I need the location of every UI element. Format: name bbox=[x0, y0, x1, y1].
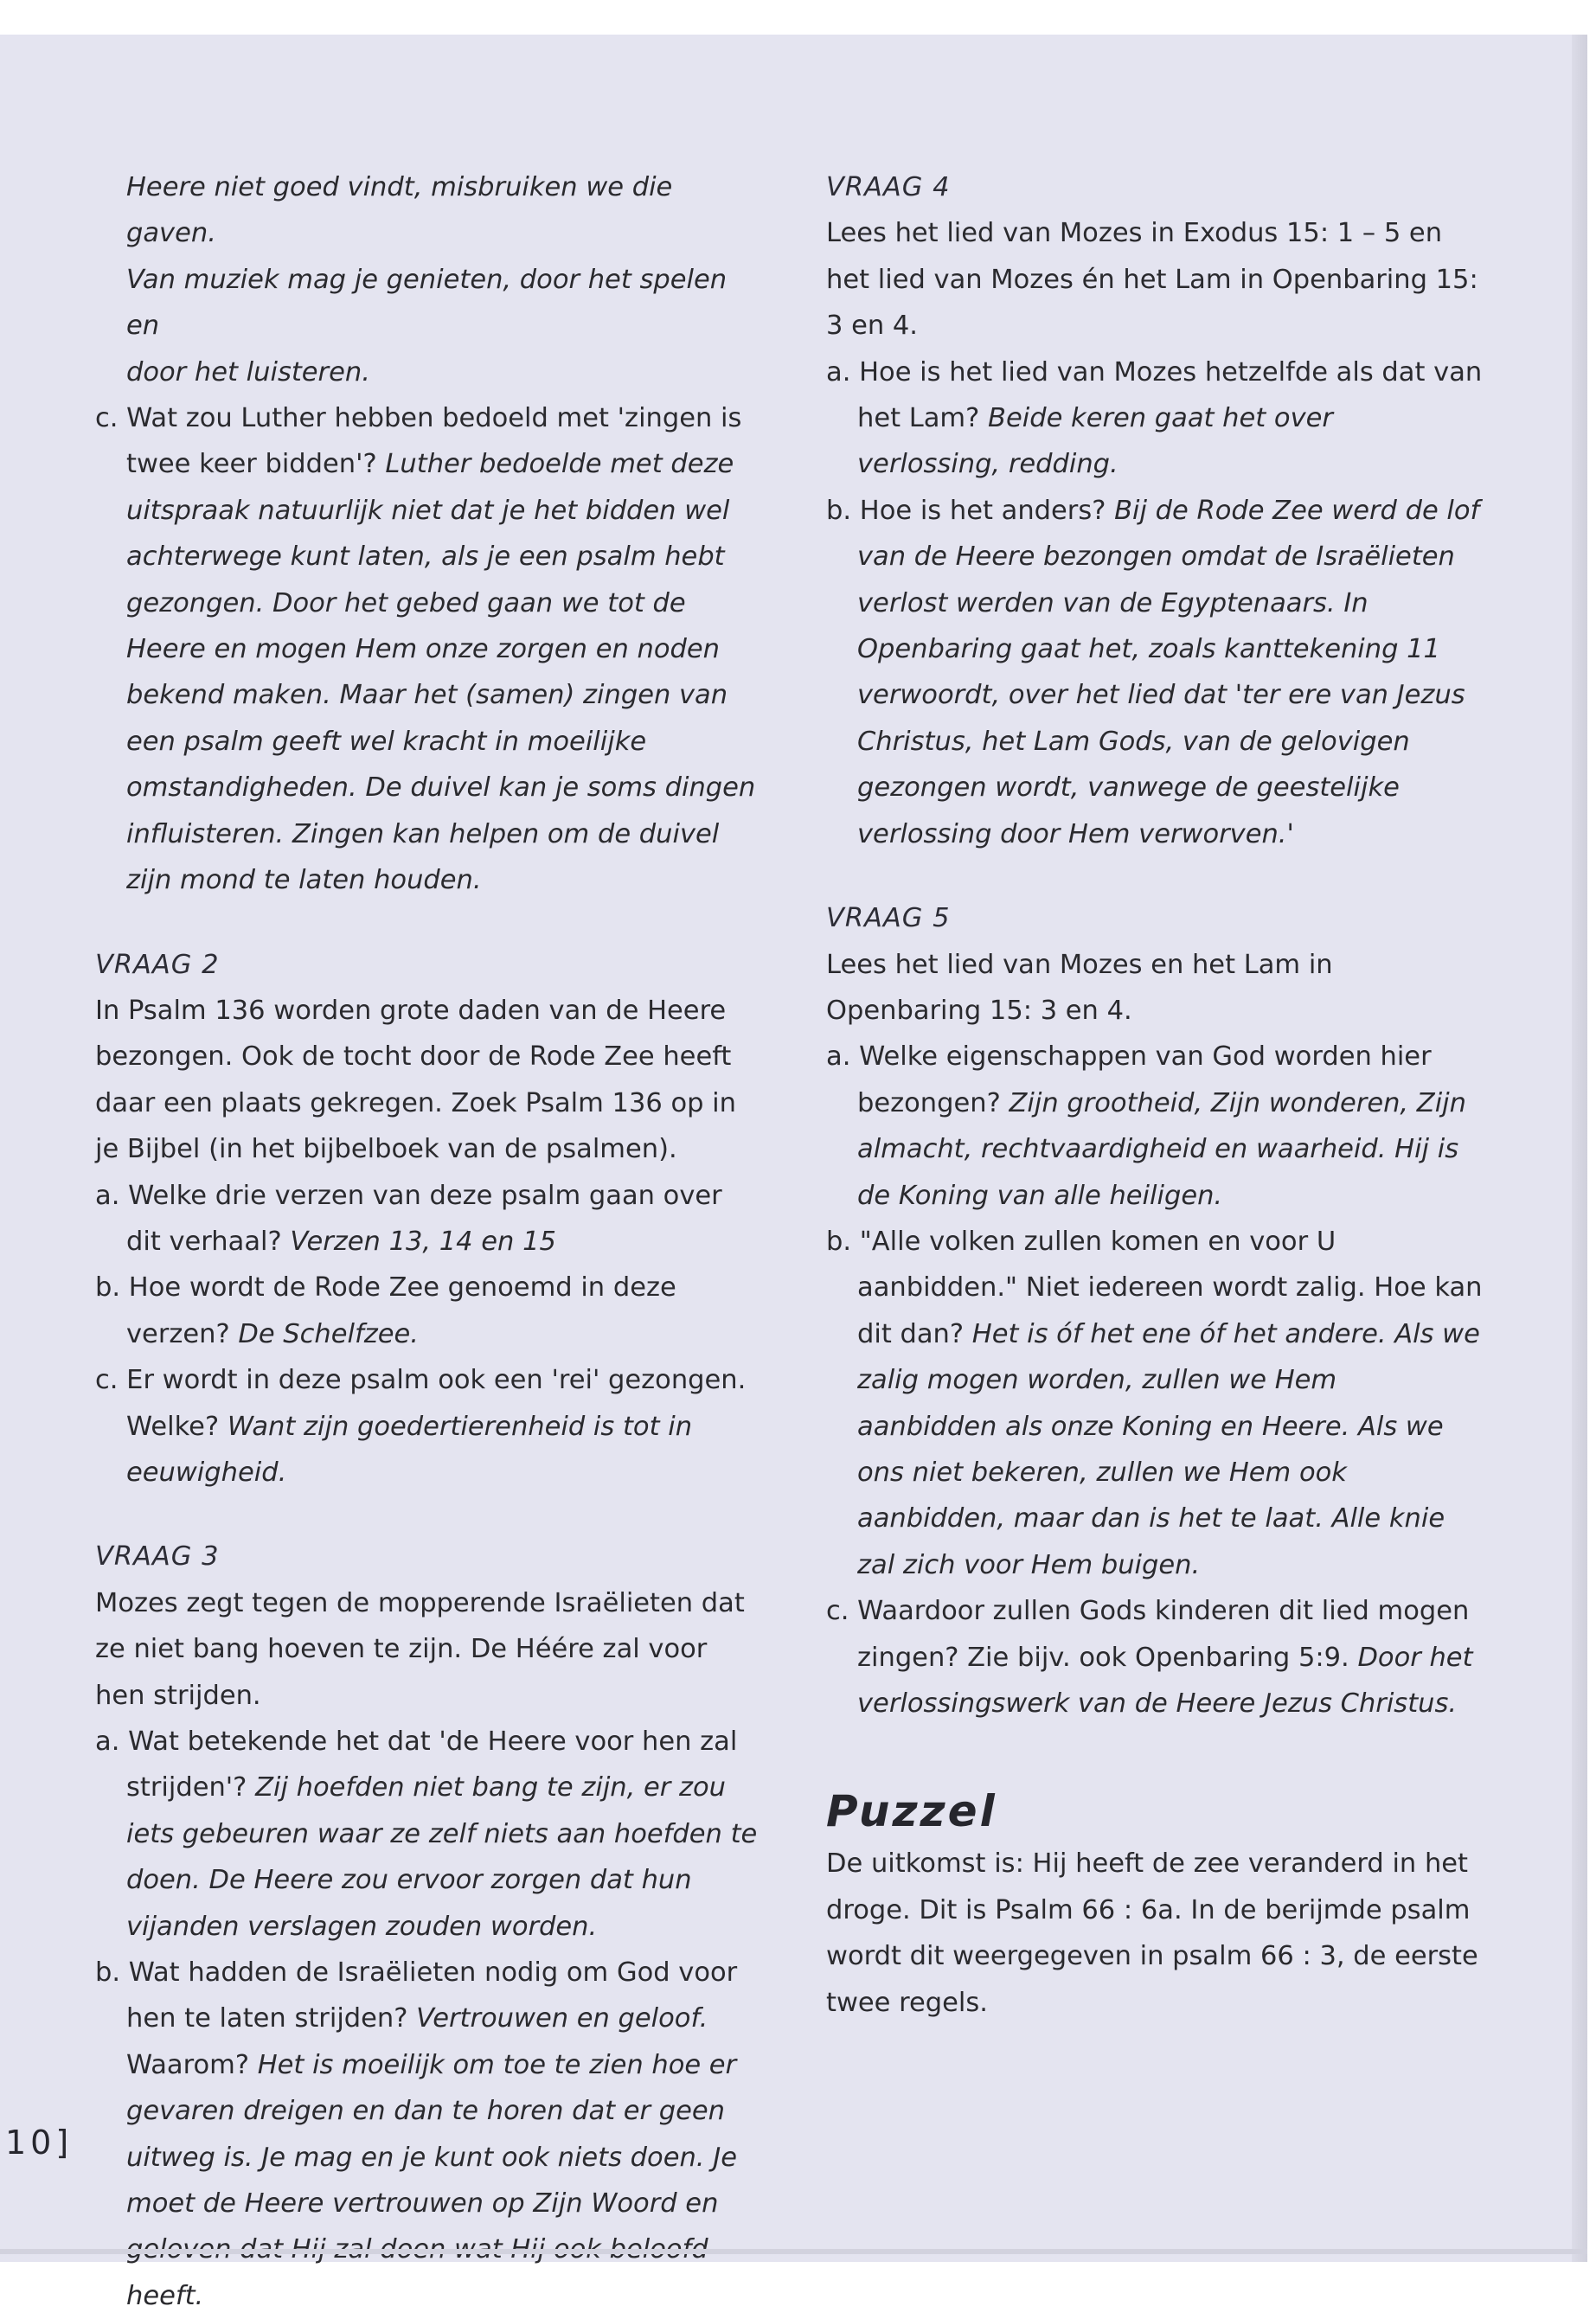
question-text: Wat betekende het dat 'de Heere voor hen zal strijden'? bbox=[126, 1726, 738, 1803]
question-item-a bbox=[95, 1719, 761, 1950]
question-item-c bbox=[95, 395, 761, 903]
question-item-c bbox=[95, 1357, 761, 1496]
vraag-5-heading: VRAAG 5 bbox=[826, 903, 951, 934]
vraag-4-intro: Lees het lied van Mozes in Exodus 15: 1 – 5 en het lied van Mozes én het Lam in Openbaring 15: 3 en 4. bbox=[826, 218, 1478, 342]
question-text: Wat hadden de Israëlieten nodig om God voor hen te laten strijden? bbox=[126, 1957, 738, 2034]
intro-line: Van muziek mag je genieten, door het spelen en bbox=[126, 264, 727, 342]
question-item-a bbox=[826, 349, 1484, 488]
item-marker: a. bbox=[95, 1180, 120, 1211]
intro-line: Heere niet goed vindt, misbruiken we die gaven. bbox=[126, 172, 673, 249]
answer-text: Zij hoefden niet bang te zijn, er zou iets gebeuren waar ze zelf niets aan hoefden te doen. De Heere zou ervoor zorgen dat hun vijanden verslagen zouden worden. bbox=[126, 1772, 758, 1942]
question-text: Hoe wordt de Rode Zee genoemd in deze verzen? bbox=[126, 1272, 676, 1349]
item-marker: c. bbox=[95, 403, 119, 434]
question-text: Waardoor zullen Gods kinderen dit lied mogen zingen? Zie bijv. ook Openbaring 5:9. bbox=[857, 1596, 1470, 1673]
answer-text: Beide keren gaat het over verlossing, redding. bbox=[857, 403, 1333, 480]
answer-text: Verzen 13, 14 en 15 bbox=[290, 1226, 556, 1257]
vraag-3-intro: Mozes zegt tegen de mopperende Israëlieten dat ze niet bang hoeven te zijn. De Héére zal voor hen strijden. bbox=[95, 1587, 745, 1711]
answer-text: Zijn grootheid, Zijn wonderen, Zijn almacht, rechtvaardigheid en waarheid. Hij is de Koning van alle heiligen. bbox=[857, 1087, 1466, 1211]
right-column bbox=[826, 164, 1484, 2026]
question-item-b bbox=[95, 1950, 761, 2319]
item-marker: b. bbox=[95, 1957, 121, 1989]
question-item-b bbox=[826, 1219, 1484, 1588]
page-number: 10] bbox=[5, 2124, 74, 2162]
question-text: Er wordt in deze psalm ook een 'rei' gezongen. Welke? bbox=[126, 1365, 747, 1442]
answer-text: Door het verlossingswerk van de Heere Jezus Christus. bbox=[857, 1642, 1473, 1719]
item-marker: b. bbox=[95, 1272, 121, 1304]
left-column bbox=[95, 164, 761, 2319]
question-text: Welke eigenschappen van God worden hier bezongen? bbox=[857, 1041, 1432, 1118]
question-item-c bbox=[826, 1588, 1484, 1726]
question-item-a bbox=[95, 1173, 761, 1265]
puzzel-text: De uitkomst is: Hij heeft de zee veranderd in het droge. Dit is Psalm 66 : 6a. In de berijmde psalm wordt dit weergegeven in psalm 66 : 3, de eerste twee regels. bbox=[826, 1848, 1478, 2018]
puzzel-heading: Puzzel bbox=[826, 1786, 997, 1837]
answer-text: Vertrouwen en geloof. bbox=[416, 2003, 708, 2034]
item-marker: c. bbox=[826, 1596, 849, 1627]
question-text: Wat zou Luther hebben bedoeld met 'zingen is twee keer bidden'? bbox=[126, 403, 742, 480]
intro-line: door het luisteren. bbox=[126, 356, 370, 388]
item-marker: b. bbox=[826, 1226, 852, 1257]
question-item-b bbox=[95, 1265, 761, 1357]
question-text: Welke drie verzen van deze psalm gaan over dit verhaal? bbox=[126, 1180, 722, 1257]
item-marker: c. bbox=[95, 1365, 119, 1396]
answer-text: Het is óf het ene óf het andere. Als we zalig mogen worden, zullen we Hem aanbidden als onze Koning en Heere. Als we ons niet bekeren, zullen we Hem ook aanbidden, maar dan is het te laat. Alle knie zal zich voor Hem buigen. bbox=[857, 1318, 1480, 1580]
vraag-4-heading: VRAAG 4 bbox=[826, 172, 951, 202]
book-page bbox=[0, 35, 1587, 2311]
item-marker: a. bbox=[95, 1726, 120, 1757]
question-item-a bbox=[826, 1034, 1484, 1219]
item-marker: b. bbox=[826, 495, 852, 526]
vraag-5-intro: Lees het lied van Mozes en het Lam in Openbaring 15: 3 en 4. bbox=[826, 949, 1333, 1026]
item-marker: a. bbox=[826, 356, 851, 388]
answer-text: Want zijn goedertierenheid is tot in eeuwigheid. bbox=[126, 1411, 693, 1488]
question-text: Hoe is het anders? bbox=[859, 495, 1106, 526]
vraag-2-heading: VRAAG 2 bbox=[95, 949, 220, 980]
question-item-b bbox=[826, 488, 1484, 857]
page-edge-shadow bbox=[1572, 35, 1587, 2262]
question-text: Waarom? bbox=[126, 2049, 250, 2080]
vraag-2-intro: In Psalm 136 worden grote daden van de Heere bezongen. Ook de tocht door de Rode Zee heeft daar een plaats gekregen. Zoek Psalm 136 op in je Bijbel (in het bijbelboek van de psalmen). bbox=[95, 995, 736, 1165]
answer-text: De Schelfzee. bbox=[238, 1318, 419, 1349]
question-text: Hoe is het lied van Mozes hetzelfde als dat van het Lam? bbox=[857, 356, 1483, 434]
intro-answer-continuation bbox=[95, 164, 761, 395]
page-bottom-rule bbox=[0, 2249, 1587, 2254]
answer-text: Bij de Rode Zee werd de lof van de Heere bezongen omdat de Israëlieten verlost werden van de Egyptenaars. In Openbaring gaat het, zoals kanttekening 11 verwoordt, over het lied dat 'ter ere van Jezus Christus, het Lam Gods, van de gelovigen gezongen wordt, vanwege de geestelijke verlossing door Hem verworven.' bbox=[857, 495, 1480, 849]
item-marker: a. bbox=[826, 1041, 851, 1073]
answer-text: Luther bedoelde met deze uitspraak natuurlijk niet dat je het bidden wel achterwege kunt laten, als je een psalm hebt gezongen. Door het gebed gaan we tot de Heere en mogen Hem onze zorgen en noden bekend maken. Maar het (samen) zingen van een psalm geeft wel kracht in moeilijke omstandigheden. De duivel kan je soms dingen influisteren. Zingen kan helpen om de duivel zijn mond te laten houden. bbox=[126, 449, 756, 896]
vraag-3-heading: VRAAG 3 bbox=[95, 1541, 220, 1573]
answer-text: Het is moeilijk om toe te zien hoe er gevaren dreigen en dan te horen dat er geen uitweg is. Je mag en je kunt ook niets doen. Je moet de Heere vertrouwen op Zijn Woord en heeft. bbox=[126, 2049, 737, 2311]
question-text: "Alle volken zullen komen en voor U aanbidden." Niet iedereen wordt zalig. Hoe kan dit dan? bbox=[857, 1226, 1483, 1349]
